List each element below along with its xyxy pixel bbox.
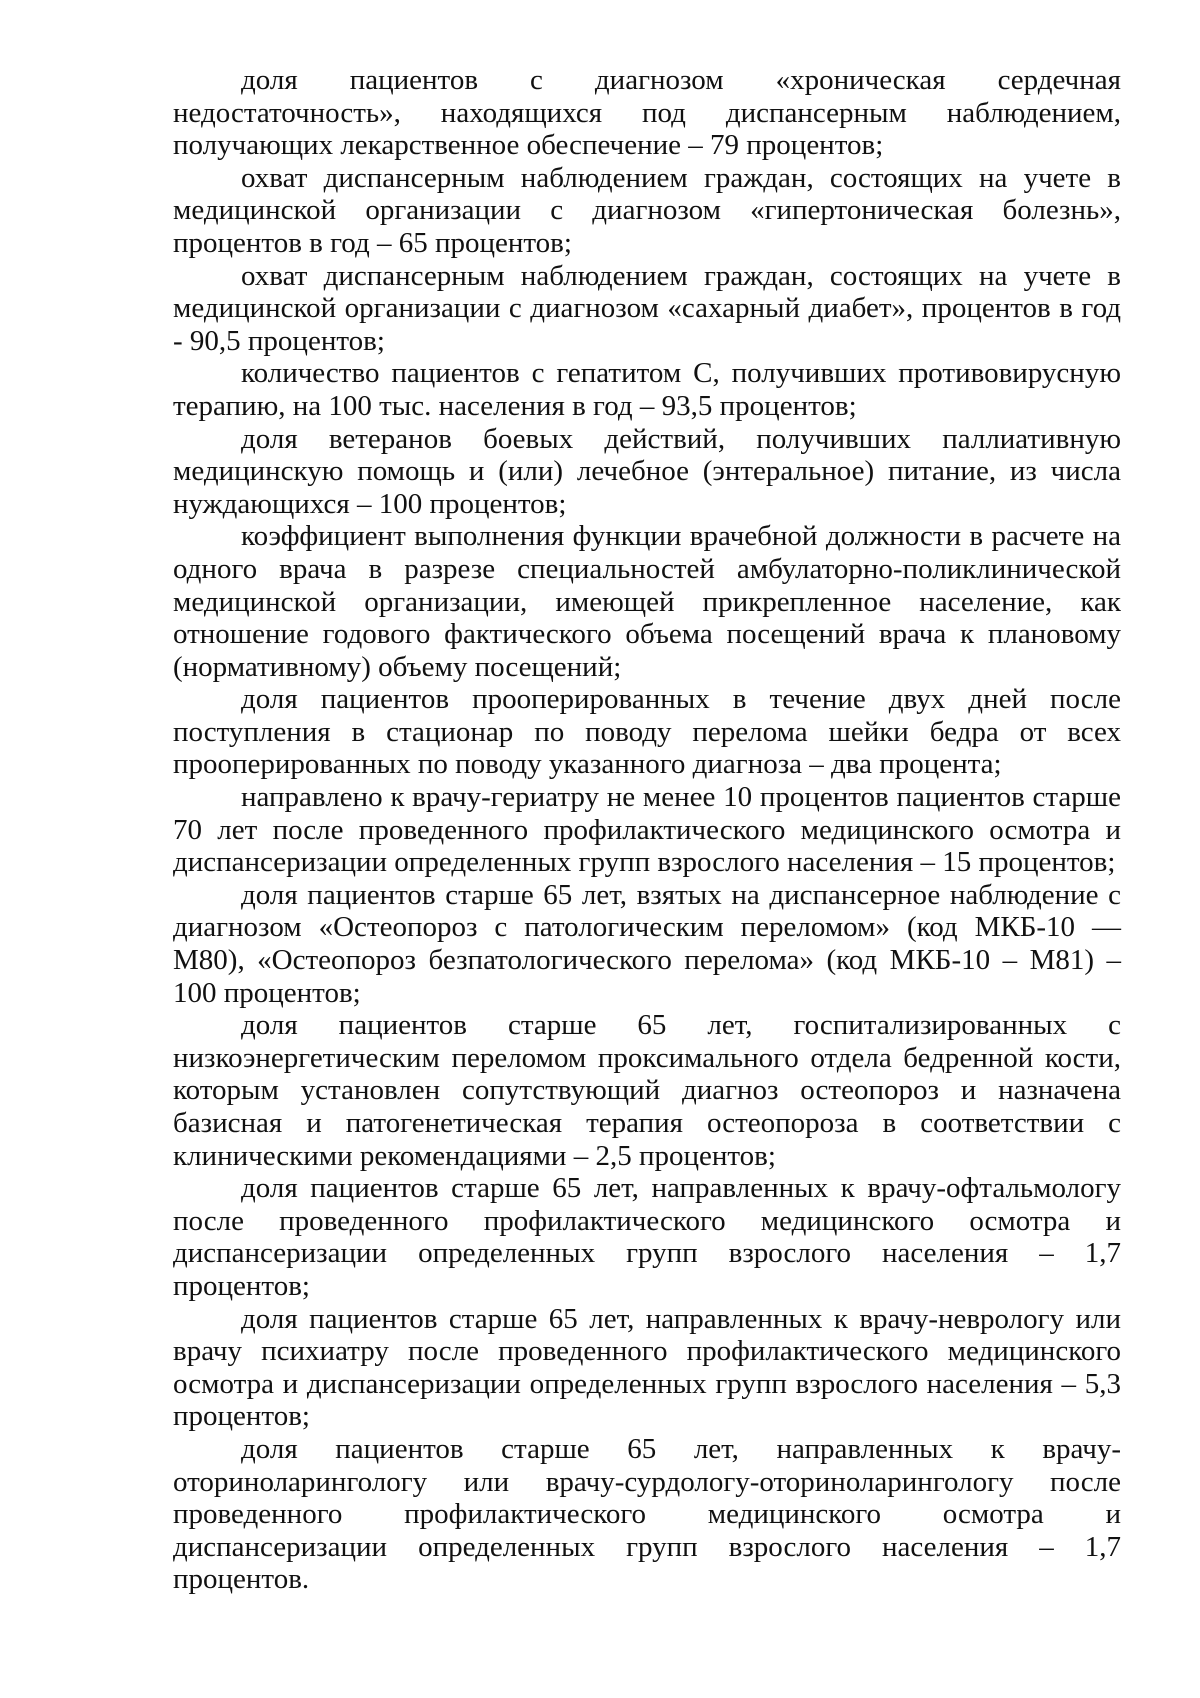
paragraph-osteoporosis-observation: доля пациентов старше 65 лет, взятых на диспансерное наблюдение с диагнозом «Остеопороз с патологическим переломом» (код МКБ-10 — М80), «Остеопороз безпатологического перелома» (код МКБ-10 – М81) – 100 процентов; <box>173 878 1121 1009</box>
paragraph-hip-fracture-surgery: доля пациентов прооперированных в течение двух дней после поступления в стационар по поводу перелома шейки бедра от всех прооперированных по поводу указанного диагноза – два процента; <box>173 683 1121 781</box>
document-page <box>173 64 1121 1596</box>
paragraph-diabetes-coverage: охват диспансерным наблюдением граждан, состоящих на учете в медицинской организации с диагнозом «сахарный диабет», процентов в год - 90,5 процентов; <box>173 259 1121 357</box>
paragraph-osteoporosis-therapy: доля пациентов старше 65 лет, госпитализированных с низкоэнергетическим переломом проксимального отдела бедренной кости, которым установлен сопутствующий диагноз остеопороз и назначена базисная и патогенетическая терапия остеопороза в соответствии с клиническими рекомендациями – 2,5 процентов; <box>173 1009 1121 1172</box>
paragraph-hypertension-coverage: охват диспансерным наблюдением граждан, состоящих на учете в медицинской организации с диагнозом «гипертоническая болезнь», процентов в год – 65 процентов; <box>173 161 1121 259</box>
paragraph-hepatitis-c-therapy: количество пациентов с гепатитом С, получивших противовирусную терапию, на 100 тыс. населения в год – 93,5 процентов; <box>173 357 1121 422</box>
paragraph-neurologist-referral: доля пациентов старше 65 лет, направленных к врачу-неврологу или врачу психиатру после проведенного профилактического медицинского осмотра и диспансеризации определенных групп взрослого населения – 5,3 процентов; <box>173 1302 1121 1433</box>
paragraph-ophthalmologist-referral: доля пациентов старше 65 лет, направленных к врачу-офтальмологу после проведенного профилактического медицинского осмотра и диспансеризации определенных групп взрослого населения – 1,7 процентов; <box>173 1172 1121 1302</box>
paragraph-geriatrician-referral: направлено к врачу-гериатру не менее 10 процентов пациентов старше 70 лет после проведенного профилактического медицинского осмотра и диспансеризации определенных групп взрослого населения – 15 процентов; <box>173 781 1121 879</box>
paragraph-otorhinolaryngologist-referral: доля пациентов старше 65 лет, направленных к врачу-оториноларингологу или врачу-сурдологу-оториноларингологу после проведенного профилактического медицинского осмотра и диспансеризации определенных групп взрослого населения – 1,7 процентов. <box>173 1432 1121 1596</box>
paragraph-veterans-palliative-care: доля ветеранов боевых действий, получивших паллиативную медицинскую помощь и (или) лечебное (энтеральное) питание, из числа нуждающихся – 100 процентов; <box>173 422 1121 520</box>
paragraph-physician-workload-coefficient: коэффициент выполнения функции врачебной должности в расчете на одного врача в разрезе специальностей амбулаторно-поликлинической медицинской организации, имеющей прикрепленное население, как отношение годового фактического объема посещений врача к плановому (нормативному) объему посещений; <box>173 520 1121 683</box>
paragraph-heart-failure-medication: доля пациентов с диагнозом «хроническая сердечная недостаточность», находящихся под диспансерным наблюдением, получающих лекарственное обеспечение – 79 процентов; <box>173 64 1121 162</box>
